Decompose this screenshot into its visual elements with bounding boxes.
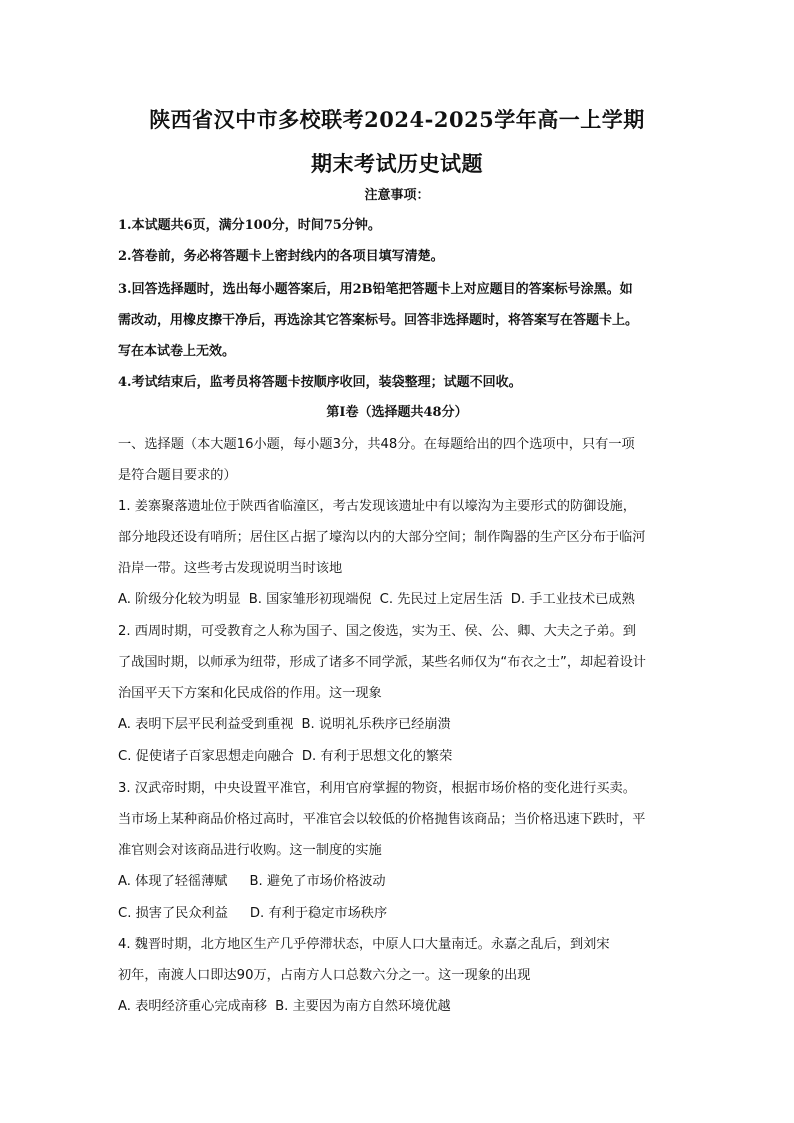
notice-item: 写在本试卷上无效。 [118, 344, 236, 359]
notice-item: 1.本试题共6页，满分100分，时间75分钟。 [118, 218, 381, 233]
page-title: 陕西省汉中市多校联考2024-2025学年高一上学期 [149, 107, 645, 132]
notice-item: 2.答卷前，务必将答题卡上密封线内的各项目填写清楚。 [118, 249, 444, 264]
question-options [118, 873, 688, 891]
option-c: C. 损害了民众利益 [118, 906, 228, 921]
option-b: B. 国家雏形初现端倪 [248, 592, 372, 607]
option-b: B. 说明礼乐秩序已经崩溃 [301, 717, 451, 732]
option-a: A. 表明经济重心完成南移 [118, 999, 268, 1014]
question-stem: 2. 西周时期，可受教育之人称为国子、国之俊选，实为王、侯、公、卿、大夫之子弟。到 [118, 624, 636, 639]
page-subtitle: 期末考试历史试题 [311, 151, 483, 176]
question-options [118, 591, 688, 609]
question-stem: 了战国时期，以师承为纽带，形成了诸多不同学派，某些名师仅为“布衣之士”，却起着设计 [118, 655, 646, 670]
question-options [118, 748, 688, 766]
section-instruction: 是符合题目要求的） [118, 468, 237, 483]
question-stem: 部分地段还设有哨所；居住区占据了壕沟以内的大部分空间；制作陶器的生产区分布于临河 [118, 530, 646, 545]
question-stem: 沿岸一带。这些考古发现说明当时该地 [118, 561, 343, 576]
notice-heading: 注意事项： [364, 188, 430, 203]
notice-item: 需改动，用橡皮擦干净后，再选涂其它答案标号。回答非选择题时，将答案写在答题卡上。 [118, 313, 639, 328]
option-c: C. 促使诸子百家思想走向融合 [118, 749, 294, 764]
option-a: A. 表明下层平民利益受到重视 [118, 717, 294, 732]
notice-item: 4.考试结束后，监考员将答题卡按顺序收回，装袋整理；试题不回收。 [118, 375, 522, 390]
question-options [118, 905, 688, 923]
question-options [118, 716, 688, 734]
option-a: A. 阶级分化较为明显 [118, 592, 241, 607]
option-d: D. 有利于思想文化的繁荣 [301, 749, 453, 764]
option-d: D. 有利于稳定市场秩序 [249, 906, 388, 921]
section-heading: 第Ⅰ卷（选择题共48分） [326, 405, 468, 420]
question-stem: 3. 汉武帝时期，中央设置平准官，利用官府掌握的物资，根据市场价格的变化进行买卖。 [118, 781, 636, 796]
option-b: B. 主要因为南方自然环境优越 [275, 999, 451, 1014]
question-stem: 1. 姜寨聚落遗址位于陕西省临潼区，考古发现该遗址中有以壕沟为主要形式的防御设施， [118, 499, 636, 514]
option-b: B. 避免了市场价格波动 [249, 874, 386, 889]
notice-item: 3.回答选择题时，选出每小题答案后，用2B铅笔把答题卡上对应题目的答案标号涂黑。如 [118, 282, 633, 297]
question-stem: 当市场上某种商品价格过高时，平准官会以较低的价格抛售该商品；当价格迅速下跌时，平 [118, 812, 646, 827]
option-d: D. 手工业技术已成熟 [510, 592, 635, 607]
question-stem: 初年，南渡人口即达90万，占南方人口总数六分之一。这一现象的出现 [118, 968, 531, 983]
question-stem: 治国平天下方案和化民成俗的作用。这一现象 [118, 686, 382, 701]
question-stem: 准官则会对该商品进行收购。这一制度的实施 [118, 843, 382, 858]
option-c: C. 先民过上定居生活 [379, 592, 503, 607]
question-options [118, 998, 688, 1016]
section-instruction: 一、选择题（本大题16小题，每小题3分，共48分。在每题给出的四个选项中，只有一项 [118, 437, 635, 452]
question-stem: 4. 魏晋时期，北方地区生产几乎停滞状态，中原人口大量南迁。永嘉之乱后，到刘宋 [118, 937, 610, 952]
option-a: A. 体现了轻徭薄赋 [118, 874, 228, 889]
